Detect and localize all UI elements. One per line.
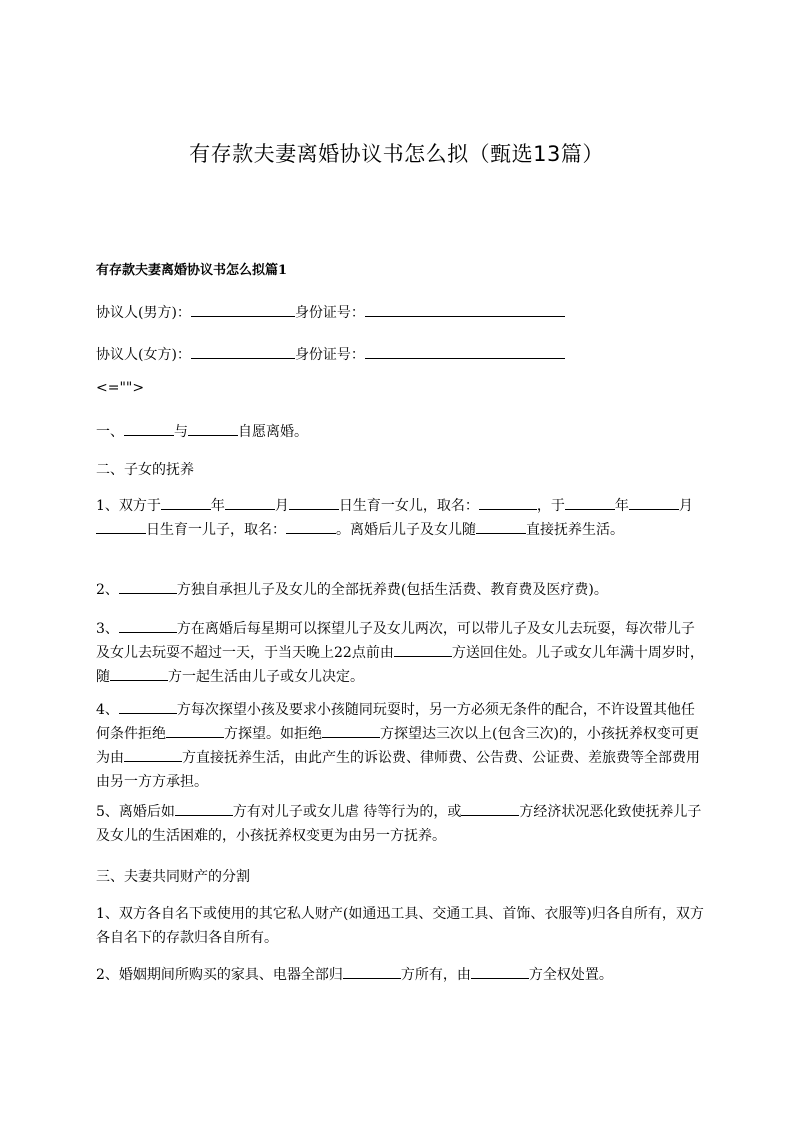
para-text: 5、离婚后如 (96, 804, 175, 820)
para-text: 方送回住处。儿子或女儿年满十周岁时，随 (96, 645, 704, 685)
para-text: 年 (210, 498, 225, 514)
blank-field (471, 963, 529, 979)
paragraph-2-5 (96, 800, 706, 848)
blank-field (322, 722, 380, 738)
blank-field (191, 301, 295, 317)
paragraph-3-1: 1、双方各自名下或使用的其它私人财产(如通迅工具、交通工具、首饰、衣服等)归各自所有，双方各自名下的存款归各自所有。 (96, 906, 704, 946)
blank-field (343, 963, 401, 979)
party-male-label: 协议人(男方)： (96, 305, 191, 321)
para-text: 方所有，由 (400, 967, 471, 983)
blank-field (365, 343, 565, 359)
blank-field (461, 800, 519, 816)
blank-field (289, 494, 339, 510)
blank-field (124, 420, 174, 436)
blank-field (365, 301, 565, 317)
para-text: 年 (614, 498, 629, 514)
clause-text: 自愿离婚。 (238, 424, 308, 440)
blank-field (286, 518, 336, 534)
paragraph-2-3 (96, 617, 706, 689)
blank-field (476, 518, 526, 534)
para-text: 方有对儿子或女儿虐 待等行为的，或 (232, 804, 462, 820)
party-male-line (96, 301, 706, 324)
para-text: 月 (274, 498, 289, 514)
para-text: 方独自承担儿子及女儿的全部抚养费(包括生活费、教育费及医疗费)。 (176, 582, 608, 598)
blank-field (394, 641, 452, 657)
blank-field (225, 494, 275, 510)
para-text: 方在离婚后每星期可以探望儿子及女儿两次，可以带儿子及女儿去玩耍，每次带儿子及女儿去玩耍不超过一天，于当天晚上22点前由 (96, 621, 695, 661)
clause-1 (96, 420, 706, 443)
para-text: 方探望。如拒绝 (224, 726, 322, 742)
para-text: 月 (678, 498, 693, 514)
para-text: 方全权处置。 (528, 967, 613, 983)
blank-field (119, 698, 177, 714)
paragraph-3-2 (96, 963, 706, 987)
blank-field (188, 420, 238, 436)
code-fragment: <=""> (96, 380, 145, 396)
para-text: ，于 (536, 498, 565, 514)
blank-field (124, 746, 182, 762)
blank-field (479, 494, 537, 510)
blank-field (191, 343, 295, 359)
party-female-label: 协议人(女方)： (96, 347, 191, 363)
para-text: 3、 (96, 621, 119, 637)
blank-field (96, 518, 146, 534)
para-text: 方每次探望小孩及要求小孩随同玩耍时，另一方必须无条件的配合，不许设置其他任何条件拒绝 (96, 702, 695, 742)
para-text: 2、 (96, 582, 119, 598)
blank-field (175, 800, 233, 816)
blank-field (166, 722, 224, 738)
blank-field (110, 665, 168, 681)
paragraph-2-4 (96, 698, 706, 794)
blank-field (629, 494, 679, 510)
para-text: 2、婚姻期间所购买的家具、电器全部归 (96, 967, 343, 983)
paragraph-2-1 (96, 494, 706, 542)
section-subtitle: 有存款夫妻离婚协议书怎么拟篇1 (96, 263, 288, 278)
para-text: 直接抚养生活。 (526, 522, 624, 538)
document-title: 有存款夫妻离婚协议书怎么拟（甄选13篇） (189, 142, 604, 166)
blank-field (565, 494, 615, 510)
clause-text: 一、 (96, 424, 124, 440)
para-text: 4、 (96, 702, 119, 718)
blank-field (119, 578, 177, 594)
para-text: 1、双方于 (96, 498, 161, 514)
para-text: 。离婚后儿子及女儿随 (336, 522, 476, 538)
para-text: 日生育一儿子，取名： (146, 522, 286, 538)
blank-field (119, 617, 177, 633)
section-heading-children: 二、子女的抚养 (96, 462, 194, 478)
para-text: 方一起生活由儿子或女儿决定。 (168, 669, 364, 685)
id-label: 身份证号： (294, 347, 365, 363)
para-text: 日生育一女儿，取名： (338, 498, 479, 514)
clause-text: 与 (174, 424, 188, 440)
para-text: 方探望达三次以上(包含三次)的，小孩抚养权变可更为由 (96, 726, 699, 766)
section-heading-property: 三、夫妻共同财产的分割 (96, 869, 250, 885)
party-female-line (96, 343, 706, 366)
paragraph-2-2 (96, 578, 706, 602)
id-label: 身份证号： (294, 305, 365, 321)
para-text: 方经济状况恶化致使抚养儿子及女儿的生活困难的，小孩抚养权变更为由另一方抚养。 (96, 804, 702, 844)
blank-field (161, 494, 211, 510)
para-text: 方直接抚养生活，由此产生的诉讼费、律师费、公告费、公证费、差旅费等全部费用由另一方方承担。 (96, 750, 700, 790)
